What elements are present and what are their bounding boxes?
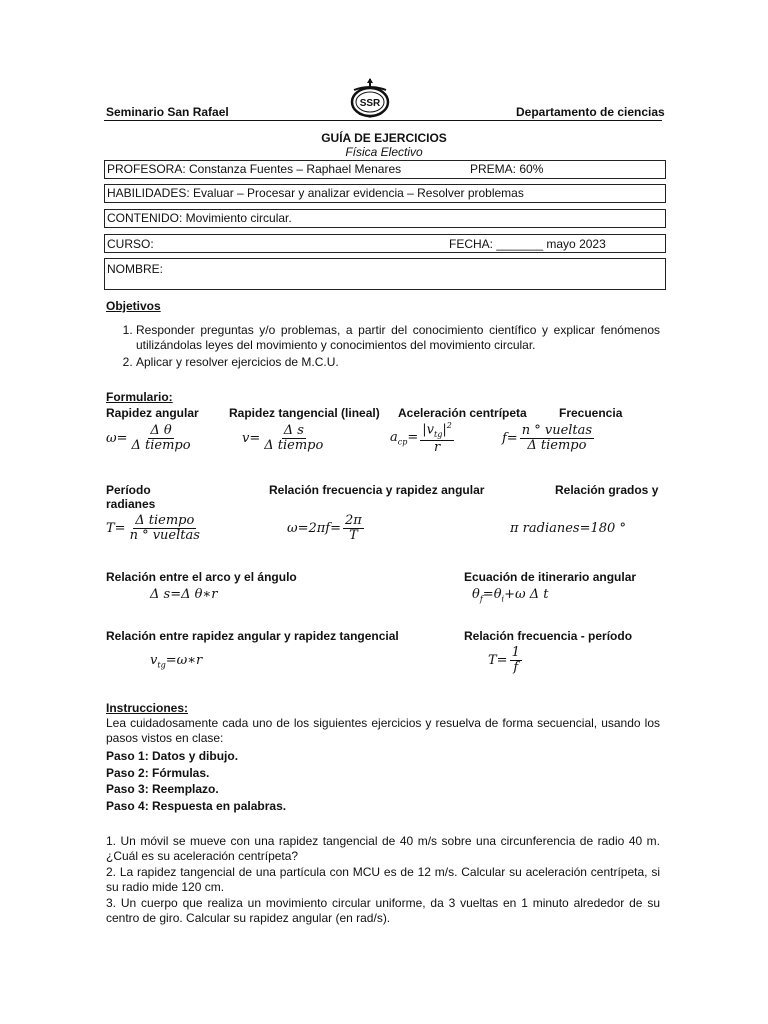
formula-rel-frec-periodo: T= $\frac{1}{f}$ [488, 645, 520, 676]
profesora-text: PROFESORA: Constanza Fuentes – Raphael Menares [107, 162, 402, 176]
school-logo [349, 76, 391, 118]
habilidades-box [104, 184, 666, 203]
label-rel-frec-periodo: Relación frecuencia - período [464, 629, 633, 643]
label-rapidez-tangencial: Rapidez tangencial (lineal) [229, 406, 380, 420]
contenido-text: CONTENIDO: Movimiento circular. [107, 211, 292, 225]
label-rel-grados: Relación grados y [555, 483, 659, 497]
objetivo-item: 1. Responder preguntas y/o problemas, a partir del conocimiento científico y explicar fenómenos utilizándolas leyes del movimiento y conocimientos del movimiento circular. [136, 323, 660, 353]
habilidades-text: HABILIDADES: Evaluar – Procesar y analizar evidencia – Resolver problemas [107, 186, 524, 200]
instrucciones-text: Lea cuidadosamente cada uno de los siguientes ejercicios y resuelva de forma secuencial, usando los pasos vistos en clase: [106, 716, 660, 745]
formula-rel-rapideces: $v_{tg}=\omega∗r$ [150, 653, 203, 670]
contenido-box [104, 209, 666, 228]
page-subtitle: Física Electivo [345, 145, 423, 159]
formula-aceleracion: $a_{cp}=$ $\frac{|v_{tg}|^2}{r}$ [390, 421, 452, 455]
label-aceleracion: Aceleración centrípeta [398, 406, 527, 420]
objetivos-list [106, 323, 660, 372]
prema-text: PREMA: 60% [470, 162, 544, 176]
formula-rel-grados: π radianes=180 ° [510, 521, 626, 536]
header-rule [104, 120, 662, 121]
paso-item: Paso 4: Respuesta en palabras. [106, 799, 287, 813]
nombre-box [104, 258, 666, 290]
label-rel-arco: Relación entre el arco y el ángulo [106, 570, 297, 584]
profesora-box [104, 160, 666, 179]
formula-frecuencia: f= $\frac{\text{n ° vueltas}}{\text{Δ tiempo}}$ [502, 423, 593, 454]
formula-periodo: T= $\frac{\text{Δ tiempo}}{\text{n ° vueltas}}$ [106, 513, 200, 544]
label-rapidez-angular: Rapidez angular [106, 406, 199, 420]
label-radianes: radianes [106, 497, 156, 511]
fecha-text: FECHA: _______ mayo 2023 [449, 237, 606, 251]
ejercicio-item: 3. Un cuerpo que realiza un movimiento circular uniforme, da 3 vueltas en 1 minuto alrededor de su centro de giro. Calcular su rapidez angular (en rad/s). [106, 896, 660, 925]
objetivo-item: 2. Aplicar y resolver ejercicios de M.C.U. [136, 355, 660, 370]
formula-rel-arco: Δ s=Δ θ∗r [150, 587, 218, 602]
school-name: Seminario San Rafael [106, 105, 229, 119]
formula-rapidez-angular: ω= $\frac{\text{Δ θ}}{\text{Δ tiempo}}$ [106, 423, 191, 454]
label-rel-rapideces: Relación entre rapidez angular y rapidez tangencial [106, 629, 399, 643]
curso-text: CURSO: [107, 237, 154, 251]
label-ec-itinerario: Ecuación de itinerario angular [464, 570, 637, 584]
formula-ec-itinerario: $\theta_f=\theta_i+\omega$ Δ t [472, 587, 549, 604]
nombre-text: NOMBRE: [107, 262, 164, 276]
label-periodo: Período [106, 483, 151, 497]
paso-item: Paso 2: Fórmulas. [106, 766, 210, 780]
ejercicio-item: 1. Un móvil se mueve con una rapidez tangencial de 40 m/s sobre una circunferencia de radio 40 m. ¿Cuál es su aceleración centrípeta? [106, 834, 660, 863]
paso-item: Paso 1: Datos y dibujo. [106, 749, 239, 763]
svg-text:SSR: SSR [359, 98, 381, 109]
formula-rapidez-tangencial: v= $\frac{\text{Δ s}}{\text{Δ tiempo}}$ [242, 423, 324, 454]
formulario-heading: Formulario: [106, 390, 173, 404]
label-rel-frec-rapidez: Relación frecuencia y rapidez angular [269, 483, 485, 497]
page-title: GUÍA DE EJERCICIOS [321, 131, 447, 145]
department-name: Departamento de ciencias [516, 105, 665, 119]
ejercicio-item: 2. La rapidez tangencial de una partícula con MCU es de 12 m/s. Calcular su aceleración centrípeta, si su radio mide 120 cm. [106, 865, 660, 894]
objetivos-heading: Objetivos [106, 299, 161, 313]
paso-item: Paso 3: Reemplazo. [106, 782, 219, 796]
label-frecuencia: Frecuencia [559, 406, 623, 420]
instrucciones-heading: Instrucciones: [106, 701, 189, 715]
curso-box [104, 234, 666, 253]
formula-rel-frec-rapidez: ω=2πf= $\frac{2\pi}{T}$ [287, 513, 362, 544]
